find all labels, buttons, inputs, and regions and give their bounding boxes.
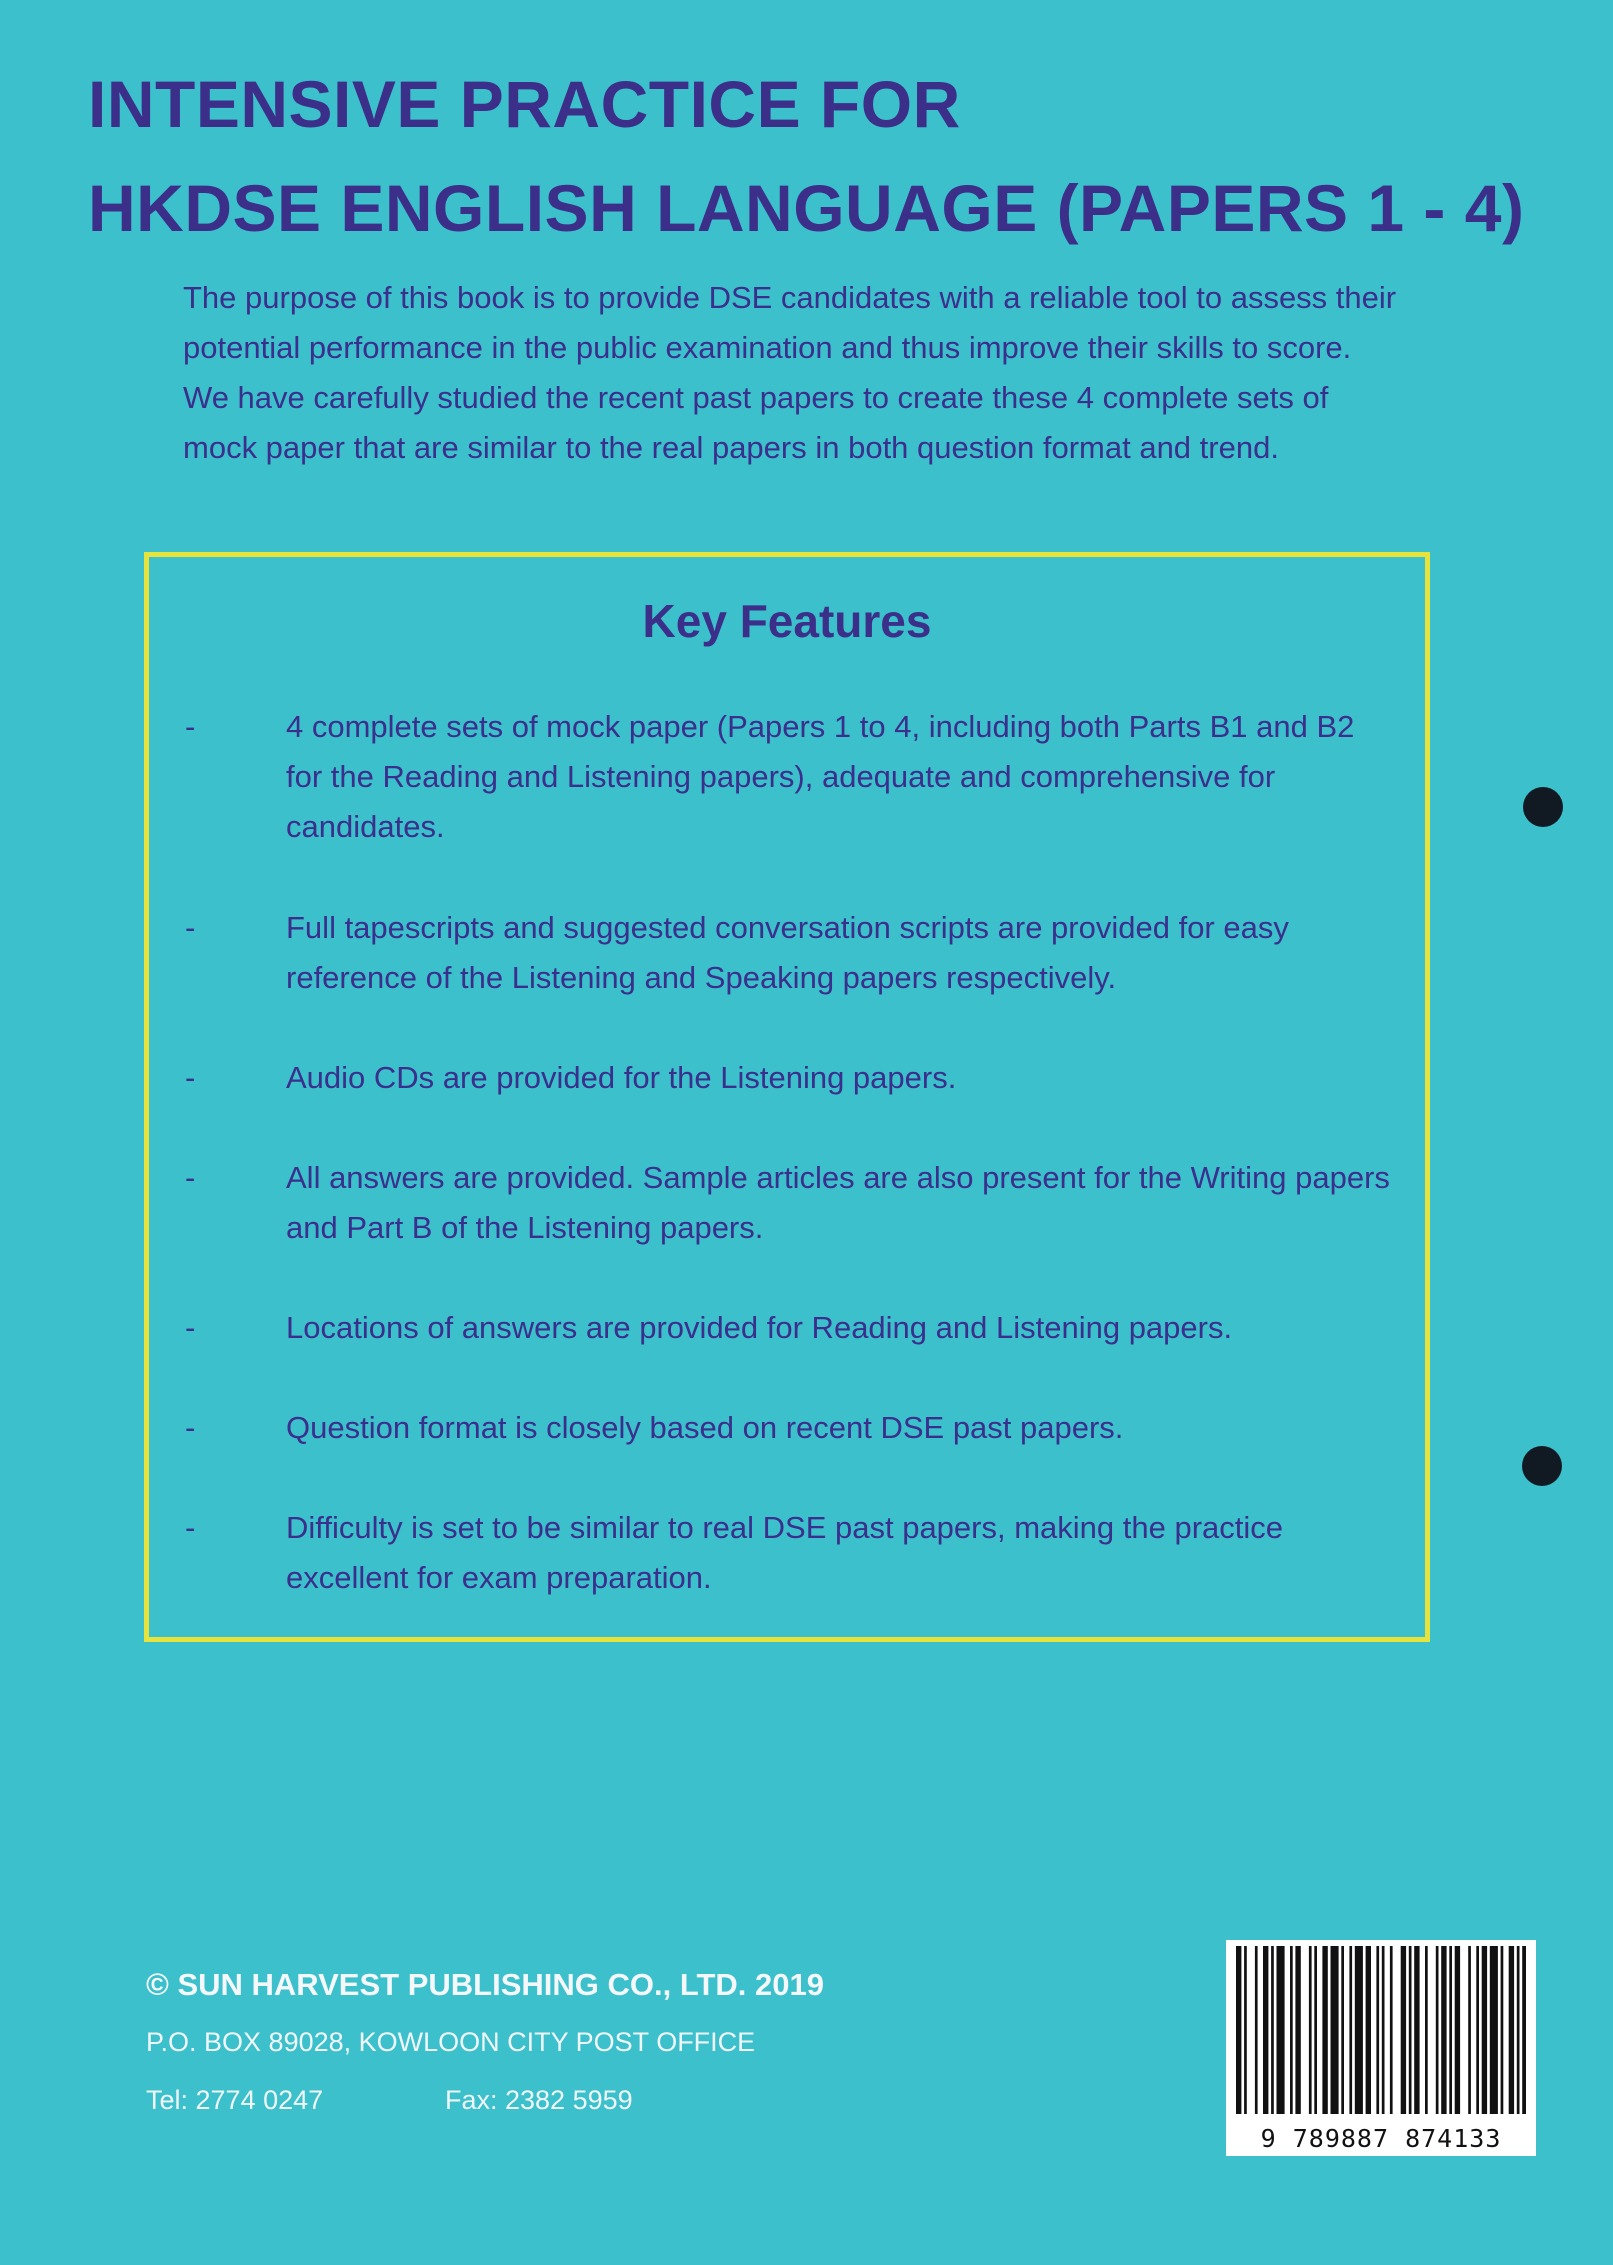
barcode-bar: [1290, 1946, 1293, 2114]
barcode-bar: [1263, 1946, 1268, 2114]
feature-text: Audio CDs are provided for the Listening papers.: [286, 1060, 957, 1095]
book-title: [88, 52, 1524, 260]
barcode-bar: [1490, 1946, 1498, 2114]
barcode-bar: [1277, 1946, 1285, 2114]
barcode-bar: [1341, 1946, 1344, 2114]
feature-text: Locations of answers are provided for Reading and Listening papers.: [286, 1310, 1233, 1345]
feature-bullet: -: [185, 1410, 196, 1445]
binder-hole-top: [1523, 787, 1563, 827]
book-title-line-2: HKDSE ENGLISH LANGUAGE (PAPERS 1 - 4): [88, 171, 1525, 245]
feature-bullet: -: [185, 709, 196, 744]
barcode-bar: [1390, 1946, 1393, 2114]
barcode-bar: [1425, 1946, 1428, 2114]
barcode-bar: [1236, 1946, 1241, 2114]
barcode-bar: [1517, 1946, 1520, 2114]
barcode-bar: [1414, 1946, 1419, 2114]
barcode-bar: [1482, 1946, 1487, 2114]
barcode-bar: [1522, 1946, 1526, 2114]
barcode-bar: [1501, 1946, 1504, 2114]
barcode-bar: [1295, 1946, 1300, 2114]
barcode-bar: [1409, 1946, 1412, 2114]
key-features-box: [144, 552, 1430, 1642]
barcode-bar: [1382, 1946, 1385, 2114]
feature-bullet: -: [185, 910, 196, 945]
barcode-bar: [1468, 1946, 1471, 2114]
publisher-address: P.O. BOX 89028, KOWLOON CITY POST OFFICE: [146, 2027, 756, 2057]
barcode-bar: [1349, 1946, 1352, 2114]
barcode-bar: [1376, 1946, 1379, 2114]
barcode-bar: [1271, 1946, 1274, 2114]
feature-text: Full tapescripts and suggested conversation scripts are provided for easy reference of the Listening and Speaking papers respectively.: [286, 910, 1289, 995]
feature-bullet: -: [185, 1510, 196, 1545]
barcode-bar: [1331, 1946, 1339, 2114]
key-features-heading: Key Features: [642, 595, 932, 647]
barcode-bar: [1401, 1946, 1406, 2114]
isbn-barcode: [1226, 1940, 1536, 2156]
binder-hole-bottom: [1522, 1446, 1562, 1486]
feature-text: Question format is closely based on recent DSE past papers.: [286, 1410, 1124, 1445]
feature-text: Difficulty is set to be similar to real DSE past papers, making the practice excellent for exam preparation.: [286, 1510, 1284, 1595]
barcode-bar: [1441, 1946, 1446, 2114]
barcode-bar: [1366, 1946, 1371, 2114]
book-title-line-1: INTENSIVE PRACTICE FOR: [88, 67, 961, 141]
barcode-bar: [1322, 1946, 1327, 2114]
intro-paragraph: The purpose of this book is to provide DSE candidates with a reliable tool to assess their potential performance in the public examination and thus improve their skills to score. We have carefully studied the recent past papers to create these 4 complete sets of mock paper that are similar to the real papers in both question format and trend.: [183, 280, 1397, 465]
barcode-bar: [1509, 1946, 1514, 2114]
publisher-tel: Tel: 2774 0247: [146, 2085, 324, 2115]
barcode-bar: [1255, 1946, 1258, 2114]
barcode-bar: [1355, 1946, 1363, 2114]
feature-text: 4 complete sets of mock paper (Papers 1 to 4, including both Parts B1 and B2 for the Reading and Listening papers), adequate and comprehensive for candidates.: [286, 709, 1355, 844]
barcode-number: 9 789887 874133: [1260, 2124, 1502, 2153]
barcode-bars: [1236, 1946, 1526, 2114]
barcode-bar: [1476, 1946, 1479, 2114]
copyright-line: © SUN HARVEST PUBLISHING CO., LTD. 2019: [146, 1967, 824, 2002]
feature-bullet: -: [185, 1310, 196, 1345]
feature-text: All answers are provided. Sample articles are also present for the Writing papers and Part B of the Listening papers.: [286, 1160, 1390, 1245]
barcode-bar: [1314, 1946, 1317, 2114]
feature-bullet: -: [185, 1160, 196, 1195]
barcode-bar: [1455, 1946, 1460, 2114]
barcode-bar: [1449, 1946, 1452, 2114]
barcode-bar: [1436, 1946, 1439, 2114]
publisher-fax: Fax: 2382 5959: [445, 2085, 633, 2115]
barcode-bar: [1244, 1946, 1247, 2114]
feature-bullet: -: [185, 1060, 196, 1095]
barcode-bar: [1309, 1946, 1312, 2114]
